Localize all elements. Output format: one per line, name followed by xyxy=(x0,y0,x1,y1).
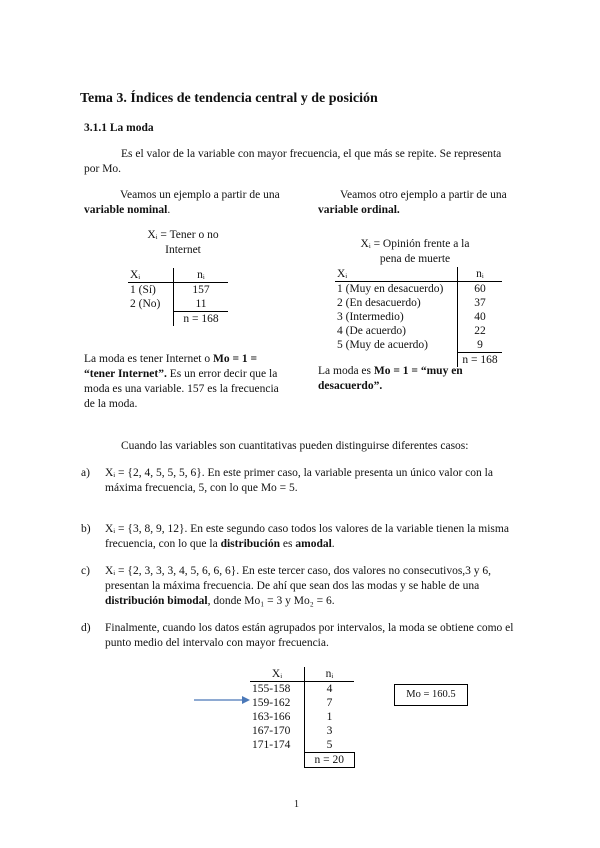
table-header-x: Xᵢ xyxy=(250,667,305,682)
list-item xyxy=(81,466,520,496)
list-item xyxy=(81,522,520,552)
table-header-n: nᵢ xyxy=(476,268,484,280)
table-cell-x: 3 (Intermedio) xyxy=(335,310,458,324)
table-total: n = 20 xyxy=(305,753,355,768)
case-a-text: Xᵢ = {2, 4, 5, 5, 5, 6}. En este primer caso, la variable presenta un único valor con la máxima frecuencia, 5, con lo que Mo = 5. xyxy=(105,467,493,494)
table-cell-n: 3 xyxy=(326,725,333,737)
interval-frequency-table xyxy=(250,667,355,768)
table-cell-n: 11 xyxy=(174,297,229,312)
left-frequency-table xyxy=(128,268,228,326)
case-c-text: Xᵢ = {2, 3, 3, 3, 4, 5, 6, 6, 6}. En este tercer caso, dos valores no consecutivos,3 y 6, presentan la máxima frecuencia. De ahí que sean dos las modas y se hable de una distribución bimodal, donde Mo₁ = 3 y Mo₂ = 6. xyxy=(105,565,492,607)
intro-paragraph: Es el valor de la variable con mayor frecuencia, el que más se repite. Se representa por Mo. xyxy=(84,148,502,175)
table-cell-x: 2 (En desacuerdo) xyxy=(335,296,458,310)
case-d-text: Finalmente, cuando los datos están agrupados por intervalos, la moda se obtiene como el punto medio del intervalo con mayor frecuencia. xyxy=(105,622,514,649)
table-cell-n: 5 xyxy=(305,738,355,753)
table-cell-n: 40 xyxy=(474,311,486,323)
case-b-text: Xᵢ = {3, 8, 9, 12}. En este segundo caso todos los valores de la variable tienen la misma frecuencia, con lo que la distribución es amodal. xyxy=(105,523,509,550)
table-cell-x: 171-174 xyxy=(250,738,305,753)
table-cell-x: 2 (No) xyxy=(128,297,174,312)
table-cell-x: 159-162 xyxy=(250,696,305,710)
list-marker: c) xyxy=(81,565,90,577)
table-cell-x: 155-158 xyxy=(250,682,305,697)
table-cell-n: 22 xyxy=(474,325,486,337)
page-number: 1 xyxy=(294,799,299,810)
quantitative-intro: Cuando las variables son cuantitativas pueden distinguirse diferentes casos: xyxy=(121,440,469,452)
table-header-x: Xᵢ xyxy=(128,268,174,283)
table-cell-n: 37 xyxy=(474,297,486,309)
table-total: n = 168 xyxy=(174,312,229,327)
table-header-x: Xᵢ xyxy=(335,267,458,282)
list-item xyxy=(81,621,520,651)
table-total: n = 168 xyxy=(458,353,503,368)
arrow-right-icon xyxy=(192,694,252,706)
table-cell-n: 9 xyxy=(458,338,503,353)
table-cell-n: 4 xyxy=(326,683,333,695)
mode-result-box: Mo = 160.5 xyxy=(394,684,468,706)
list-marker: a) xyxy=(81,467,90,479)
left-conclusion: La moda es tener Internet o Mo = 1 = “tener Internet”. Es un error decir que la moda es una variable. 157 es la frecuencia de la moda. xyxy=(84,353,279,410)
table-cell-x: 4 (De acuerdo) xyxy=(335,324,458,338)
right-frequency-table xyxy=(335,267,502,367)
table-header-n: nᵢ xyxy=(305,667,355,682)
right-table-caption: Xᵢ = Opinión frente a la pena de muerte xyxy=(360,238,470,265)
right-lead: Veamos otro ejemplo a partir de una variable ordinal. xyxy=(318,189,507,216)
list-marker: b) xyxy=(81,523,91,535)
section-heading: 3.1.1 La moda xyxy=(84,122,154,134)
table-cell-x: 163-166 xyxy=(250,710,305,724)
table-cell-x: 167-170 xyxy=(250,724,305,738)
table-cell-x: 1 (Sí) xyxy=(128,283,174,298)
table-header-n: nᵢ xyxy=(174,268,229,283)
table-cell-x: 1 (Muy en desacuerdo) xyxy=(335,282,458,297)
table-cell-n: 60 xyxy=(458,282,503,297)
left-lead: Veamos un ejemplo a partir de una variable nominal. xyxy=(84,189,280,216)
page-title: Tema 3. Índices de tendencia central y de posición xyxy=(80,91,378,106)
left-table-caption: Xᵢ = Tener o no Internet xyxy=(147,229,219,256)
list-item xyxy=(81,564,520,609)
table-cell-n: 1 xyxy=(326,711,333,723)
table-cell-n: 7 xyxy=(326,697,333,709)
table-cell-x: 5 (Muy de acuerdo) xyxy=(335,338,458,353)
table-cell-n: 157 xyxy=(192,284,210,296)
list-marker: d) xyxy=(81,622,91,634)
right-conclusion: La moda es Mo = 1 = “muy en desacuerdo”. xyxy=(318,365,463,392)
